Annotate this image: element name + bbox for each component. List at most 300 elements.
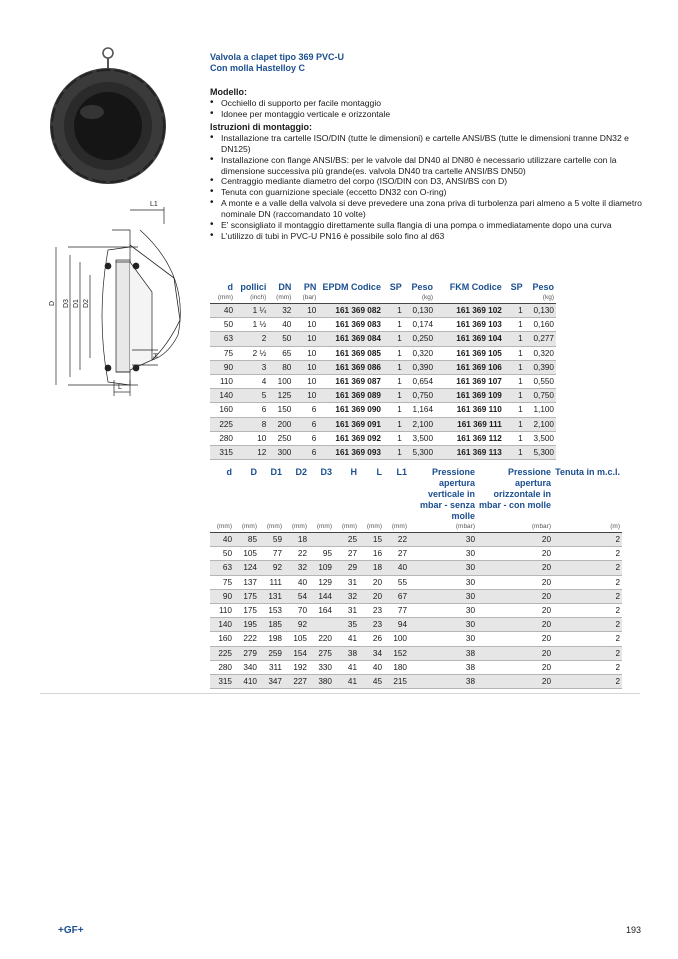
table-cell: 1,100 bbox=[525, 403, 556, 417]
table-row bbox=[210, 389, 556, 403]
table-cell: 161 369 093 bbox=[318, 446, 383, 460]
table-row bbox=[210, 417, 556, 431]
table-cell: 32 bbox=[284, 561, 309, 575]
table-cell: 0,550 bbox=[525, 375, 556, 389]
table-row bbox=[210, 446, 556, 460]
table-cell: 109 bbox=[309, 561, 334, 575]
gf-logo: +GF+ bbox=[58, 925, 84, 936]
valve-drawings bbox=[40, 40, 200, 410]
unit-cell: (mm) bbox=[359, 522, 384, 533]
unit-cell: (mbar) bbox=[409, 522, 477, 533]
table-cell: 4 bbox=[235, 375, 268, 389]
unit-cell bbox=[383, 293, 404, 304]
table-cell: 0,130 bbox=[525, 304, 556, 318]
table-cell: 2 bbox=[553, 618, 622, 632]
table-cell: 340 bbox=[234, 660, 259, 674]
table-cell: 161 369 104 bbox=[435, 332, 504, 346]
table-cell: 75 bbox=[210, 346, 235, 360]
table-row bbox=[210, 618, 622, 632]
table-cell: 45 bbox=[359, 675, 384, 689]
table-cell: 10 bbox=[293, 375, 318, 389]
instructions-heading: Istruzioni di montaggio: bbox=[210, 121, 312, 132]
table-cell: 198 bbox=[259, 632, 284, 646]
table-row bbox=[210, 533, 622, 547]
table-cell: 215 bbox=[384, 675, 409, 689]
table-cell: 1 bbox=[383, 304, 404, 318]
table-cell: 1 bbox=[383, 446, 404, 460]
table-cell: 125 bbox=[268, 389, 293, 403]
table-header-row bbox=[210, 467, 622, 522]
table-cell: 150 bbox=[268, 403, 293, 417]
table-cell: 280 bbox=[210, 660, 234, 674]
table-cell: 137 bbox=[234, 575, 259, 589]
table-cell: 110 bbox=[210, 604, 234, 618]
table-cell: 0,160 bbox=[525, 318, 556, 332]
table-cell: 1 bbox=[383, 389, 404, 403]
table-cell: 30 bbox=[409, 618, 477, 632]
table-cell: 10 bbox=[293, 318, 318, 332]
table-cell: 6 bbox=[293, 431, 318, 445]
table-cell: 1 bbox=[383, 403, 404, 417]
divider bbox=[40, 693, 640, 694]
unit-cell: (mbar) bbox=[477, 522, 553, 533]
col-pressione-verticale: Pressione apertura verticale in mbar - senza molle bbox=[419, 467, 475, 521]
table-cell: 27 bbox=[334, 547, 359, 561]
list-item: • Centraggio mediante diametro del corpo (ISO/DIN con D3, ANSI/BS con D) bbox=[210, 176, 642, 187]
table-unit-row bbox=[210, 293, 556, 304]
col-pn: PN bbox=[303, 282, 317, 292]
table-cell: 40 bbox=[210, 533, 234, 547]
label-d1: D1 bbox=[73, 299, 80, 308]
table-cell: 140 bbox=[210, 618, 234, 632]
col-D2: D2 bbox=[295, 467, 307, 477]
table-cell: 59 bbox=[259, 533, 284, 547]
table-cell: 161 369 111 bbox=[435, 417, 504, 431]
col-epdm-codice: EPDM Codice bbox=[322, 282, 381, 292]
table-cell: 0,390 bbox=[525, 360, 556, 374]
label-l: L bbox=[118, 384, 122, 391]
table-cell: 63 bbox=[210, 561, 234, 575]
table-cell: 38 bbox=[409, 646, 477, 660]
table-cell: 2 bbox=[235, 332, 268, 346]
table-cell: 1 ¼ bbox=[235, 304, 268, 318]
title-line-2: Con molla Hastelloy C bbox=[210, 63, 306, 73]
label-d2: D2 bbox=[83, 299, 90, 308]
table-cell: 16 bbox=[359, 547, 384, 561]
table-cell: 3 bbox=[235, 360, 268, 374]
table-cell: 160 bbox=[210, 403, 235, 417]
list-item: • A monte e a valle della valvola si deve prevedere una zona priva di turbolenza pari almeno a 5 volte il diametro nominale DN (raccomandato 10 volte) bbox=[210, 198, 642, 220]
table-row bbox=[210, 632, 622, 646]
unit-cell bbox=[435, 293, 504, 304]
col-D1: D1 bbox=[270, 467, 282, 477]
table-cell: 20 bbox=[477, 604, 553, 618]
table-cell: 1 bbox=[504, 304, 525, 318]
table-cell bbox=[309, 618, 334, 632]
table-cell: 0,390 bbox=[404, 360, 435, 374]
table-cell: 110 bbox=[210, 375, 235, 389]
table-cell: 90 bbox=[210, 360, 235, 374]
table-cell: 0,750 bbox=[404, 389, 435, 403]
table-cell: 100 bbox=[268, 375, 293, 389]
table-cell: 20 bbox=[477, 646, 553, 660]
col-D3: D3 bbox=[320, 467, 332, 477]
table-row bbox=[210, 589, 622, 603]
table-cell: 23 bbox=[359, 604, 384, 618]
dimensions-table-body bbox=[210, 533, 622, 689]
table-cell: 161 369 091 bbox=[318, 417, 383, 431]
table-cell: 0,277 bbox=[525, 332, 556, 346]
table-cell: 92 bbox=[259, 561, 284, 575]
table-row bbox=[210, 561, 622, 575]
table-cell: 154 bbox=[284, 646, 309, 660]
table-cell: 330 bbox=[309, 660, 334, 674]
table-cell: 225 bbox=[210, 646, 234, 660]
table-cell: 77 bbox=[259, 547, 284, 561]
table-cell: 161 369 086 bbox=[318, 360, 383, 374]
table-cell: 2 bbox=[553, 646, 622, 660]
model-heading: Modello: bbox=[210, 87, 247, 97]
table-cell: 6 bbox=[293, 417, 318, 431]
table-cell: 41 bbox=[334, 632, 359, 646]
col-L: L bbox=[376, 467, 382, 477]
table-cell: 1 bbox=[504, 403, 525, 417]
table-cell: 195 bbox=[234, 618, 259, 632]
table-cell: 275 bbox=[309, 646, 334, 660]
table-cell: 200 bbox=[268, 417, 293, 431]
col-dn: DN bbox=[278, 282, 292, 292]
col-sp: SP bbox=[510, 282, 523, 292]
unit-cell: (mm) bbox=[334, 522, 359, 533]
table-cell: 161 369 089 bbox=[318, 389, 383, 403]
table-cell: 0,654 bbox=[404, 375, 435, 389]
table-cell: 161 369 107 bbox=[435, 375, 504, 389]
product-description bbox=[210, 52, 642, 242]
table-cell: 0,174 bbox=[404, 318, 435, 332]
table-cell: 1 bbox=[383, 417, 404, 431]
table-cell: 20 bbox=[477, 561, 553, 575]
table-cell: 1 bbox=[504, 431, 525, 445]
table-cell: 10 bbox=[293, 360, 318, 374]
label-d3: D3 bbox=[63, 299, 70, 308]
table-cell: 347 bbox=[259, 675, 284, 689]
table-cell: 20 bbox=[477, 618, 553, 632]
table-cell: 100 bbox=[384, 632, 409, 646]
table-cell: 315 bbox=[210, 675, 234, 689]
table-row bbox=[210, 360, 556, 374]
table-cell: 10 bbox=[293, 389, 318, 403]
table-cell: 30 bbox=[409, 561, 477, 575]
table-cell: 410 bbox=[234, 675, 259, 689]
table-row bbox=[210, 375, 556, 389]
unit-cell: (inch) bbox=[235, 293, 268, 304]
table-cell: 92 bbox=[284, 618, 309, 632]
table-cell: 153 bbox=[259, 604, 284, 618]
unit-cell: (mm) bbox=[210, 522, 234, 533]
label-l1: L1 bbox=[150, 201, 158, 208]
table-cell: 6 bbox=[293, 446, 318, 460]
col-H: H bbox=[350, 467, 357, 477]
unit-cell: (m) bbox=[553, 522, 622, 533]
table-cell: 5 bbox=[235, 389, 268, 403]
table-cell: 30 bbox=[409, 632, 477, 646]
table-cell: 192 bbox=[284, 660, 309, 674]
table-cell: 80 bbox=[268, 360, 293, 374]
table-row bbox=[210, 575, 622, 589]
unit-cell: (mm) bbox=[210, 293, 235, 304]
unit-cell: (kg) bbox=[404, 293, 435, 304]
table-cell: 2 bbox=[553, 547, 622, 561]
table-cell: 129 bbox=[309, 575, 334, 589]
table-cell: 55 bbox=[384, 575, 409, 589]
table-row bbox=[210, 346, 556, 360]
table-cell: 8 bbox=[235, 417, 268, 431]
table-cell: 31 bbox=[334, 575, 359, 589]
table-cell: 32 bbox=[334, 589, 359, 603]
table-cell: 20 bbox=[477, 632, 553, 646]
unit-cell bbox=[318, 293, 383, 304]
table-cell: 95 bbox=[309, 547, 334, 561]
product-title bbox=[210, 52, 642, 74]
table-cell: 30 bbox=[409, 604, 477, 618]
unit-cell: (mm) bbox=[268, 293, 293, 304]
table-cell: 15 bbox=[359, 533, 384, 547]
table-cell: 10 bbox=[293, 346, 318, 360]
table-cell: 0,130 bbox=[404, 304, 435, 318]
unit-cell: (mm) bbox=[384, 522, 409, 533]
table-row bbox=[210, 604, 622, 618]
table-cell: 220 bbox=[309, 632, 334, 646]
table-cell: 131 bbox=[259, 589, 284, 603]
table-cell: 300 bbox=[268, 446, 293, 460]
instructions-list bbox=[210, 133, 642, 242]
table-cell: 3,500 bbox=[525, 431, 556, 445]
table-cell: 1 bbox=[504, 332, 525, 346]
table-cell: 161 369 102 bbox=[435, 304, 504, 318]
col-D: D bbox=[250, 467, 257, 477]
table-cell: 1 bbox=[504, 375, 525, 389]
table-cell: 0,320 bbox=[525, 346, 556, 360]
table-cell: 20 bbox=[359, 589, 384, 603]
table-cell: 2 bbox=[553, 575, 622, 589]
table-cell: 111 bbox=[259, 575, 284, 589]
product-figures bbox=[40, 40, 200, 410]
table-cell: 3,500 bbox=[404, 431, 435, 445]
col-pressione-orizzontale: Pressione apertura orizzontale in mbar - con molle bbox=[479, 467, 552, 510]
table-cell: 50 bbox=[268, 332, 293, 346]
table-cell: 30 bbox=[409, 547, 477, 561]
unit-cell: (bar) bbox=[293, 293, 318, 304]
table-cell: 30 bbox=[409, 533, 477, 547]
table-cell: 1 bbox=[383, 375, 404, 389]
table-cell: 250 bbox=[268, 431, 293, 445]
table-cell: 35 bbox=[334, 618, 359, 632]
table-cell: 2 bbox=[553, 675, 622, 689]
table-cell: 30 bbox=[409, 575, 477, 589]
list-item: • Tenuta con guarnizione speciale (eccetto DN32 con O-ring) bbox=[210, 187, 642, 198]
table-cell: 40 bbox=[284, 575, 309, 589]
table-cell: 2 bbox=[553, 589, 622, 603]
table-cell: 161 369 110 bbox=[435, 403, 504, 417]
table-cell: 161 369 106 bbox=[435, 360, 504, 374]
label-h: H bbox=[153, 352, 160, 358]
table-cell: 315 bbox=[210, 446, 235, 460]
table-cell: 41 bbox=[334, 660, 359, 674]
table-cell: 20 bbox=[477, 575, 553, 589]
unit-cell: (kg) bbox=[525, 293, 556, 304]
table-cell: 2 bbox=[553, 660, 622, 674]
table-cell: 1 bbox=[504, 389, 525, 403]
table-cell: 10 bbox=[235, 431, 268, 445]
table-cell: 75 bbox=[210, 575, 234, 589]
table-cell: 63 bbox=[210, 332, 235, 346]
table-cell: 161 369 109 bbox=[435, 389, 504, 403]
table-cell: 29 bbox=[334, 561, 359, 575]
table-cell: 2,100 bbox=[525, 417, 556, 431]
unit-cell bbox=[504, 293, 525, 304]
col-peso: Peso bbox=[411, 282, 434, 292]
table-cell: 164 bbox=[309, 604, 334, 618]
table-cell: 50 bbox=[210, 318, 235, 332]
page-number: 193 bbox=[626, 925, 642, 935]
table-cell: 40 bbox=[384, 561, 409, 575]
table-cell: 2 bbox=[553, 561, 622, 575]
table-cell bbox=[309, 533, 334, 547]
table-cell: 1 bbox=[383, 318, 404, 332]
list-item: • Installazione tra cartelle ISO/DIN (tutte le dimensioni) e cartelle ANSI/BS (tutte le dimensioni tranne DN32 e DN125) bbox=[210, 133, 642, 155]
table-cell: 175 bbox=[234, 589, 259, 603]
title-line-1: Valvola a clapet tipo 369 PVC-U bbox=[210, 52, 345, 62]
table-cell: 6 bbox=[293, 403, 318, 417]
table-cell: 1 ½ bbox=[235, 318, 268, 332]
table-cell: 161 369 087 bbox=[318, 375, 383, 389]
table-cell: 380 bbox=[309, 675, 334, 689]
table-cell: 279 bbox=[234, 646, 259, 660]
table-cell: 1 bbox=[504, 360, 525, 374]
table-cell: 1 bbox=[383, 431, 404, 445]
table-cell: 31 bbox=[334, 604, 359, 618]
table-cell: 40 bbox=[268, 318, 293, 332]
table-cell: 77 bbox=[384, 604, 409, 618]
col-d: d bbox=[226, 467, 232, 477]
table-cell: 5,300 bbox=[525, 446, 556, 460]
unit-cell: (mm) bbox=[234, 522, 259, 533]
table-cell: 54 bbox=[284, 589, 309, 603]
table-cell: 161 369 112 bbox=[435, 431, 504, 445]
table-cell: 40 bbox=[210, 304, 235, 318]
col-sp: SP bbox=[389, 282, 402, 292]
table-cell: 23 bbox=[359, 618, 384, 632]
col-peso: Peso bbox=[532, 282, 554, 292]
table-row bbox=[210, 304, 556, 318]
table-row bbox=[210, 646, 622, 660]
table-cell: 41 bbox=[334, 675, 359, 689]
table-cell: 38 bbox=[409, 675, 477, 689]
table-cell: 185 bbox=[259, 618, 284, 632]
table-cell: 1 bbox=[504, 318, 525, 332]
table-cell: 67 bbox=[384, 589, 409, 603]
table-cell: 1 bbox=[504, 417, 525, 431]
table-cell: 22 bbox=[284, 547, 309, 561]
unit-cell: (mm) bbox=[309, 522, 334, 533]
table-cell: 311 bbox=[259, 660, 284, 674]
dimensions-table bbox=[210, 467, 622, 689]
list-item: • Idonee per montaggio verticale e orizzontale bbox=[210, 109, 642, 120]
table-cell: 20 bbox=[477, 675, 553, 689]
table-cell: 124 bbox=[234, 561, 259, 575]
table-cell: 161 369 103 bbox=[435, 318, 504, 332]
table-cell: 1 bbox=[383, 332, 404, 346]
table-header-row bbox=[210, 282, 556, 293]
table-cell: 152 bbox=[384, 646, 409, 660]
col-L1: L1 bbox=[396, 467, 407, 477]
table-cell: 10 bbox=[293, 304, 318, 318]
unit-cell: (mm) bbox=[284, 522, 309, 533]
table-cell: 20 bbox=[477, 533, 553, 547]
table-row bbox=[210, 332, 556, 346]
table-cell: 161 369 083 bbox=[318, 318, 383, 332]
table-cell: 90 bbox=[210, 589, 234, 603]
table-cell: 2 bbox=[553, 533, 622, 547]
table-cell: 161 369 085 bbox=[318, 346, 383, 360]
table-cell: 20 bbox=[477, 660, 553, 674]
table-cell: 32 bbox=[268, 304, 293, 318]
list-item: • Occhiello di supporto per facile montaggio bbox=[210, 98, 642, 109]
table-cell: 27 bbox=[384, 547, 409, 561]
table-cell: 12 bbox=[235, 446, 268, 460]
col-d: d bbox=[227, 282, 233, 292]
table-cell: 175 bbox=[234, 604, 259, 618]
table-cell: 25 bbox=[334, 533, 359, 547]
table-cell: 5,300 bbox=[404, 446, 435, 460]
table-cell: 1 bbox=[504, 446, 525, 460]
table-cell: 30 bbox=[409, 589, 477, 603]
table-cell: 180 bbox=[384, 660, 409, 674]
table-cell: 40 bbox=[359, 660, 384, 674]
table-row bbox=[210, 547, 622, 561]
table-cell: 161 369 082 bbox=[318, 304, 383, 318]
col-pollici: pollici bbox=[240, 282, 267, 292]
table-unit-row bbox=[210, 522, 622, 533]
table-cell: 20 bbox=[359, 575, 384, 589]
table-cell: 161 369 084 bbox=[318, 332, 383, 346]
table-cell: 10 bbox=[293, 332, 318, 346]
table-cell: 161 369 113 bbox=[435, 446, 504, 460]
table-cell: 20 bbox=[477, 589, 553, 603]
table-cell: 94 bbox=[384, 618, 409, 632]
table-cell: 2 bbox=[553, 604, 622, 618]
table-cell: 38 bbox=[334, 646, 359, 660]
table-cell: 50 bbox=[210, 547, 234, 561]
list-item: • Installazione con flange ANSI/BS: per le valvole dal DN40 al DN80 è necessario utilizzare cartelle con la dimensione successiva più grande(es. valvola DN40 tra cartelle ANSI/BS DN50) bbox=[210, 155, 642, 177]
table-cell: 18 bbox=[359, 561, 384, 575]
table-cell: 161 369 092 bbox=[318, 431, 383, 445]
table-cell: 225 bbox=[210, 417, 235, 431]
table-cell: 161 369 105 bbox=[435, 346, 504, 360]
table-cell: 22 bbox=[384, 533, 409, 547]
codes-table-body bbox=[210, 304, 556, 460]
table-cell: 280 bbox=[210, 431, 235, 445]
table-cell: 160 bbox=[210, 632, 234, 646]
table-cell: 65 bbox=[268, 346, 293, 360]
table-cell: 34 bbox=[359, 646, 384, 660]
table-cell: 144 bbox=[309, 589, 334, 603]
table-cell: 222 bbox=[234, 632, 259, 646]
table-cell: 0,750 bbox=[525, 389, 556, 403]
table-cell: 1 bbox=[383, 346, 404, 360]
model-list bbox=[210, 98, 642, 120]
table-cell: 105 bbox=[284, 632, 309, 646]
